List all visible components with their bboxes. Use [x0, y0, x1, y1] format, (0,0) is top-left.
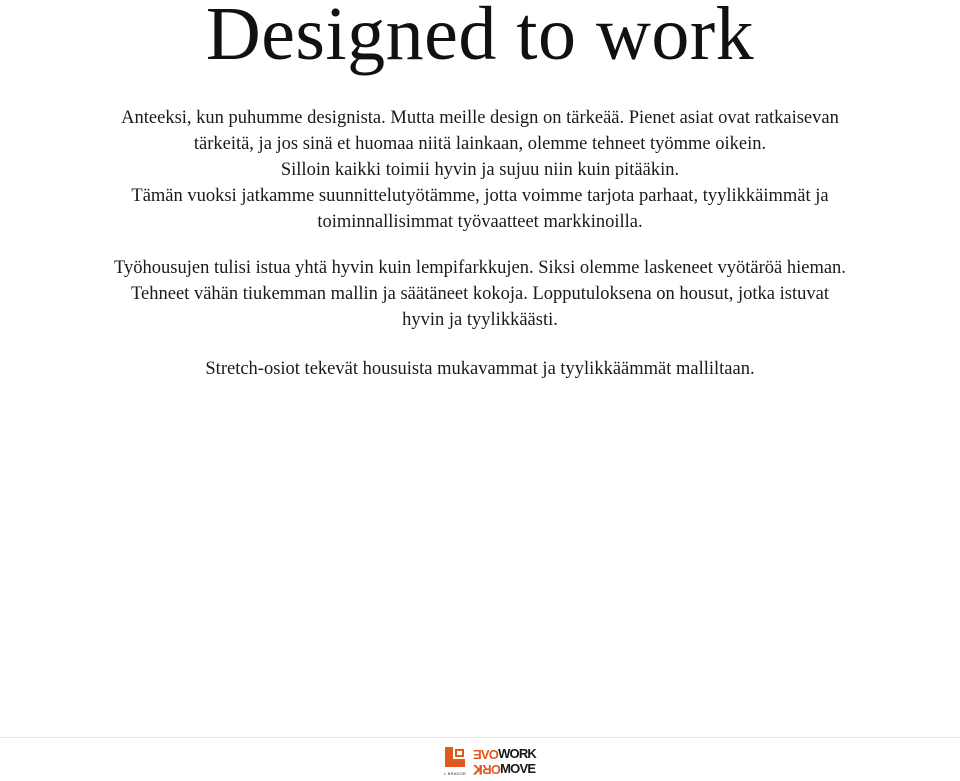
fit-paragraph: [60, 255, 900, 333]
footer-logos: [443, 746, 537, 778]
paragraph-line: Tehneet vähän tiukemman mallin ja säätäneet kokoja. Lopputuloksena on housut, jotka istuvat: [131, 284, 829, 304]
work-move-logo-mirrored-bottom: ꓘЯO: [473, 762, 501, 777]
work-move-logo-word-move: MOVE: [500, 761, 536, 776]
paragraph-line: toiminnallisimmat työvaatteet markkinoilla.: [317, 212, 643, 232]
paragraph-line: Anteeksi, kun puhumme designista. Mutta meille design on tärkeää. Pienet asiat ovat ratkaisevan: [121, 108, 839, 128]
paragraph-line: hyvin ja tyylikkäästi.: [402, 310, 558, 330]
paragraph-line: Stretch-osiot tekevät housuista mukavammat ja tyylikkäämmät malliltaan.: [205, 359, 755, 379]
paragraph-line: Työhousujen tulisi istua yhtä hyvin kuin lempifarkkujen. Siksi olemme laskeneet vyötäröä hieman.: [114, 258, 846, 278]
lb-brand-logo-mark: [443, 746, 467, 770]
work-move-logo-icon: [473, 746, 537, 777]
paragraph-line: tärkeitä, ja jos sinä et huomaa niitä lainkaan, olemme tehneet työmme oikein.: [193, 134, 767, 154]
work-move-logo-mirrored-top: ƎΛO: [473, 747, 499, 762]
work-move-logo-word-work: WORK: [498, 746, 537, 761]
paragraph-line: Silloin kaikki toimii hyvin ja sujuu niin kuin pitääkin.: [280, 160, 680, 180]
stretch-paragraph: [60, 356, 900, 382]
lb-brand-logo-icon: [443, 746, 467, 778]
work-move-logo-bottom-row: [473, 762, 535, 776]
intro-paragraph: [60, 105, 900, 235]
lb-brand-logo-text: L.BRADOR: [443, 771, 467, 776]
footer-divider: [0, 737, 960, 738]
paragraph-line: Tämän vuoksi jatkamme suunnittelutyötämme, jotta voimme tarjota parhaat, tyylikkäimmät ja: [131, 186, 829, 206]
page-title: Designed to work: [205, 0, 755, 76]
work-move-logo-top-row: [473, 747, 536, 761]
